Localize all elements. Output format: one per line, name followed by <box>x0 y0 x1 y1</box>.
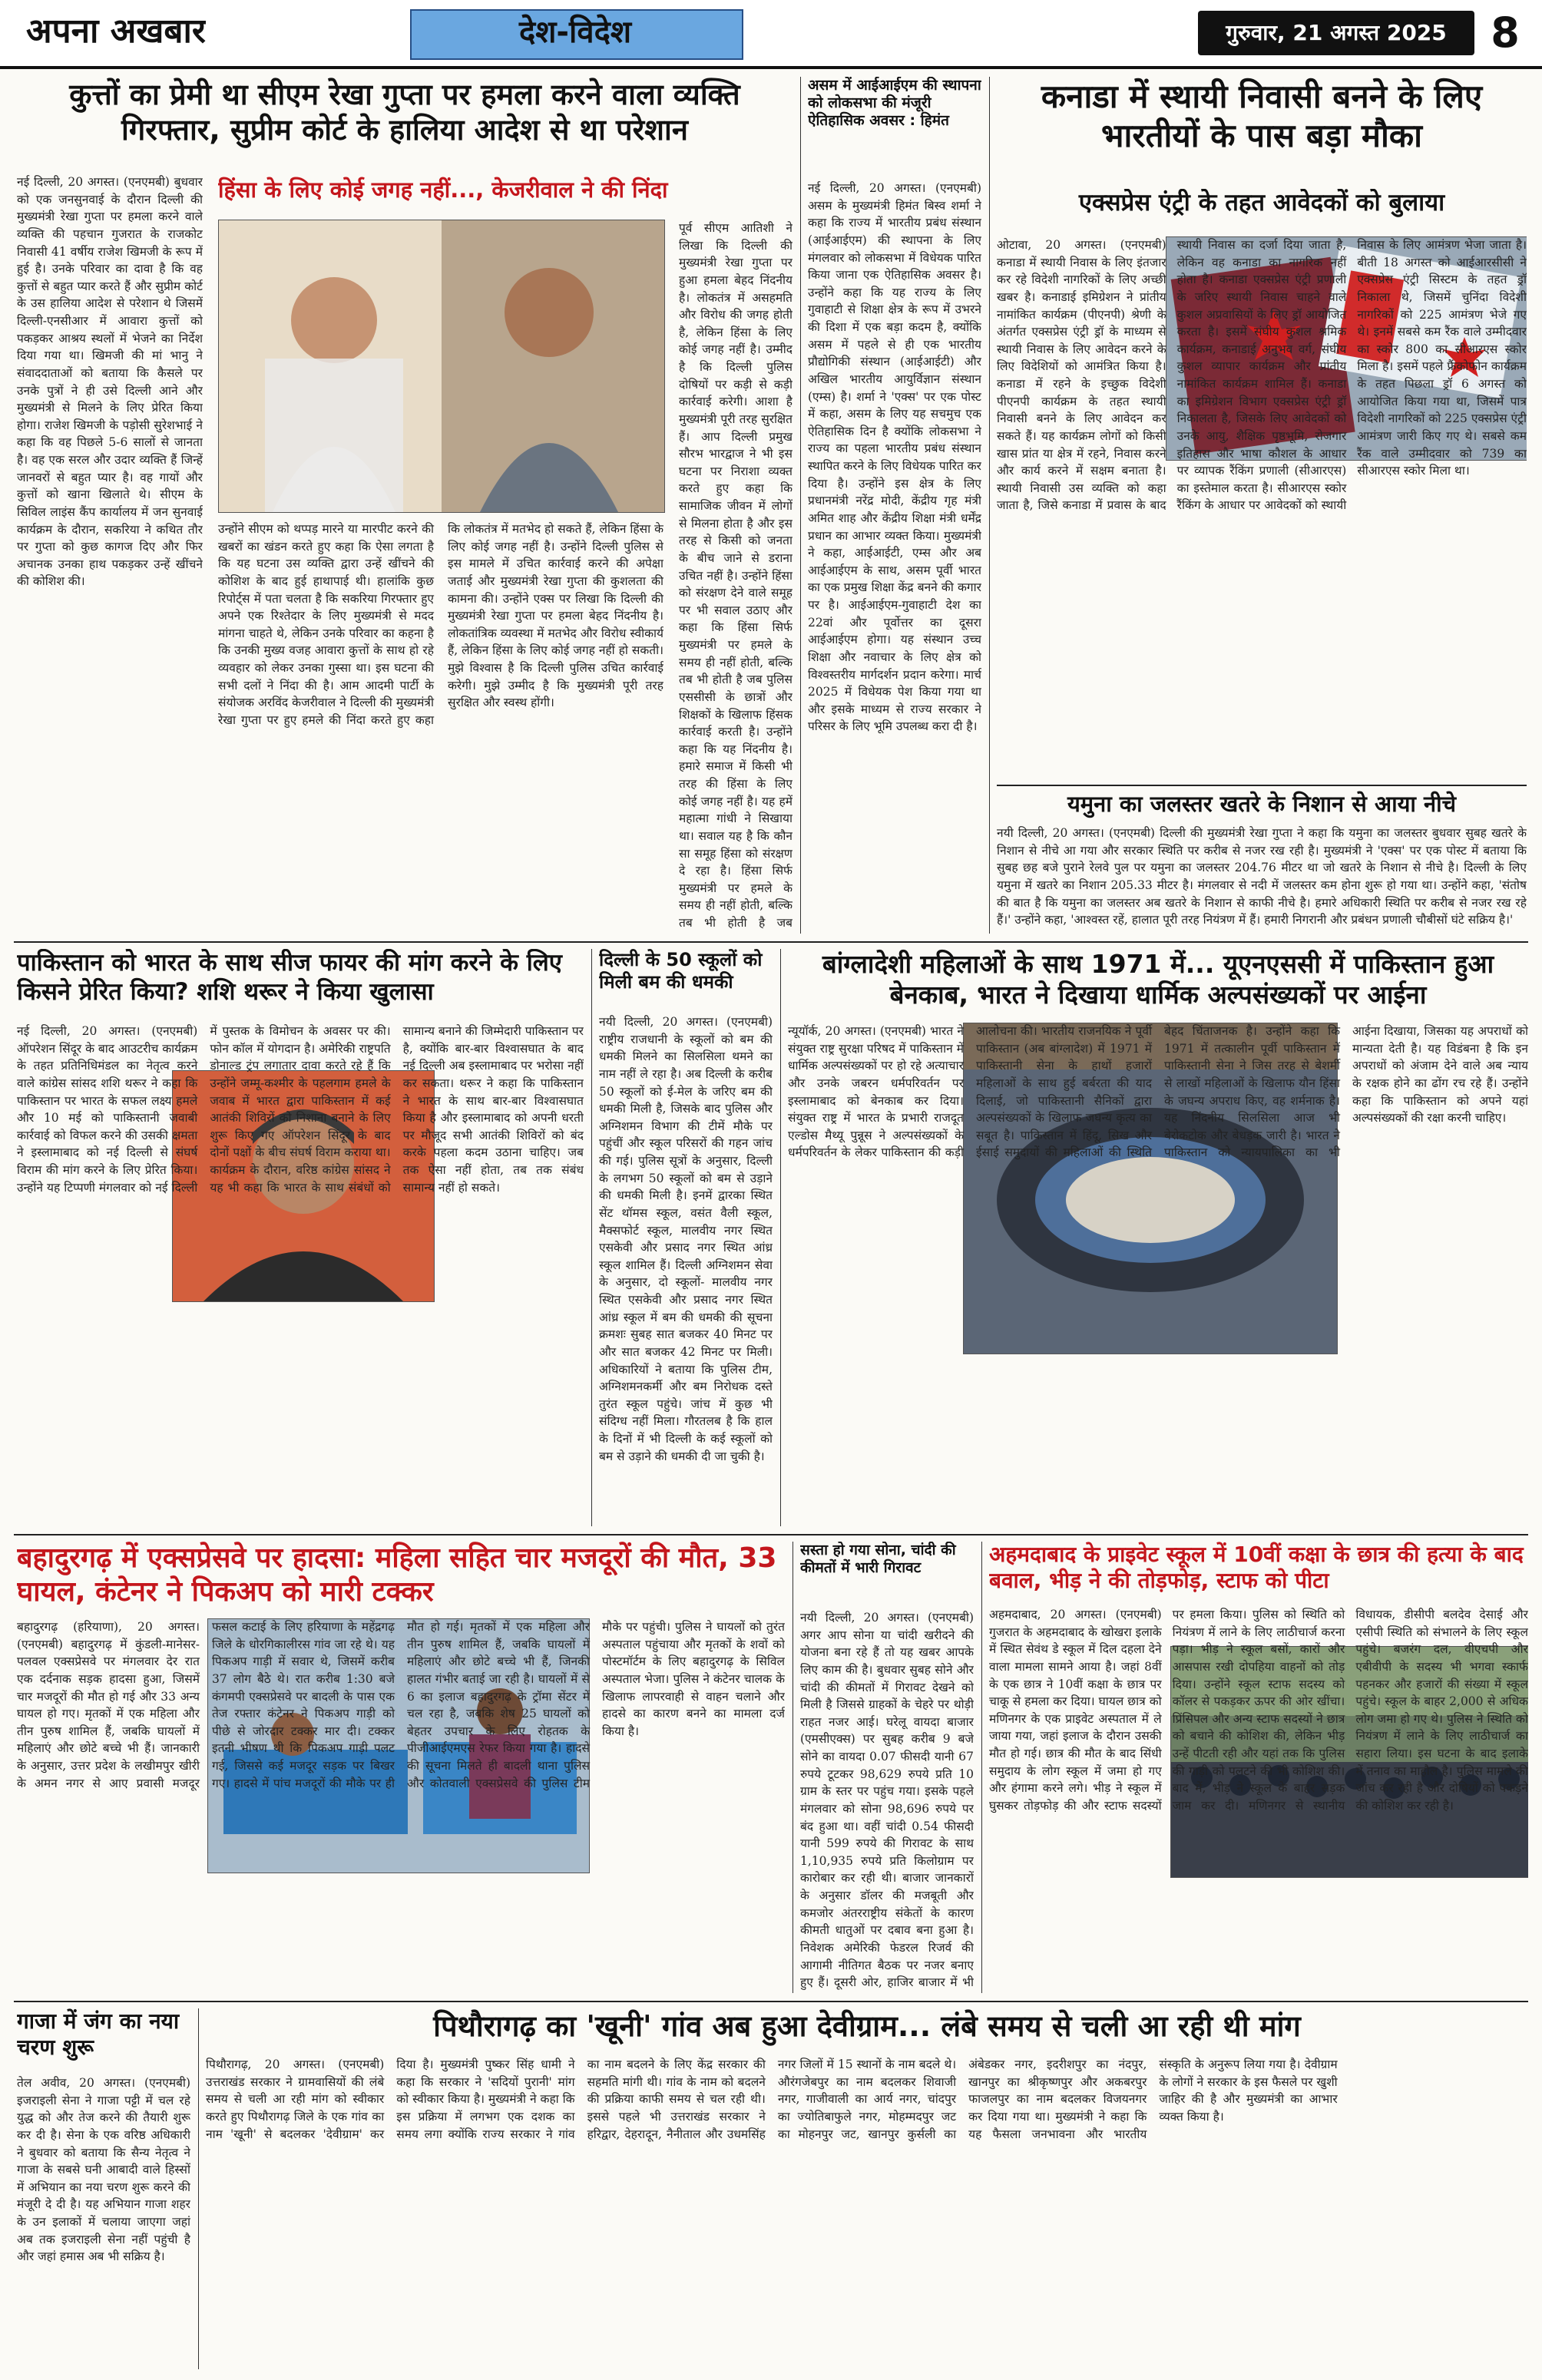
headline-delhi-schools: दिल्ली के 50 स्कूलों को मिली बम की धमकी <box>599 949 763 993</box>
section-rule <box>14 2001 1528 2002</box>
article-gold-price <box>800 1542 974 1993</box>
article-ahmedabad-school <box>989 1542 1528 1993</box>
section-rule <box>14 1534 1528 1535</box>
column-rule <box>591 949 592 1526</box>
headline-gaza: गाजा में जंग का नया चरण शुरू <box>17 2008 180 2061</box>
column-rule <box>981 1542 982 1993</box>
headline-gold-price: सस्ता हो गया सोना, चांदी की कीमतों में भारी गिरावट <box>800 1542 956 1577</box>
body-cm-attack-col1: नई दिल्ली, 20 अगस्त। (एनएमबी) बुधवार को एक जनसुनवाई के दौरान दिल्ली की मुख्यमंत्री रेखा गुप्ता पर हमला करने वाले व्यक्ति की पहचान गुजरात के राजकोट निवासी 41 वर्षीय राजेश खिमजी के रूप में हुई है। उनके परिवार का दावा है कि वह कुत्तों से बहुत प्यार करते हैं और सुप्रीम कोर्ट के उस हालिया आदेश से परेशान थे जिसमें दिल्ली-एनसीआर में आवारा कुत्तों को पकड़कर आश्रय स्थलों में भेजने का निर्देश दिया गया था। खिमजी की मां भानु ने संवाददाताओं को बताया कि कैसले पर उनके पुत्रों ने ही उसे दिल्ली आने और मुख्यमंत्री से मिलने के लिए प्रेरित किया होगा। राजेश खिमजी के पड़ोसी सुरेशभाई ने कहा कि वह पिछले 5-6 सालों से जानता है। वह एक सरल और उदार व्यक्ति हैं जिन्हें जानवरों से बहुत प्यार है। वह गायों और कुत्तों को खाना खिलाते थे। सीएम के सिविल लाइंस कैंप कार्यालय में जन सुनवाई कार्यक्रम के दौरान, सकरिया ने कथित तौर पर गुप्ता को कुछ कागज दिए और फिर अचानक उनका हाथ पकड़कर उन्हें खींचने की कोशिश की। <box>17 175 203 589</box>
issue-date: गुरुवार, 21 अगस्त 2025 <box>1226 20 1447 45</box>
article-pithoragarh <box>206 2008 1528 2369</box>
column-rule <box>780 949 781 1526</box>
column-rule <box>989 77 990 934</box>
headline-bahadurgarh: बहादुरगढ़ में एक्सप्रेसवे पर हादसा: महिला सहित चार मजदूरों की मौत, 33 घायल, कंटेनर ने पिकअप को मारी टक्कर <box>17 1542 777 1608</box>
article-gaza <box>17 2008 190 2369</box>
photo-cm-attacker-image <box>219 220 664 512</box>
headline-pithoragarh: पिथौरागढ़ का 'खूनी' गांव अब हुआ देवीग्राम... लंबे समय से चली आ रही थी मांग <box>433 2009 1301 2043</box>
body-yamuna: नयी दिल्ली, 20 अगस्त। (एनएमबी) दिल्ली की मुख्यमंत्री रेखा गुप्ता ने कहा कि यमुना का जलस्तर बुधवार सुबह खतरे के निशान से नीचे आ गया और सरकार स्थिति पर करीब से नजर रख रही है। मुख्यमंत्री ने 'एक्स' पर एक पोस्ट में बताया कि सुबह छह बजे पुराने रेलवे पुल पर यमुना का जलस्तर 204.76 मीटर था जो खतरे के निशान से नीचे है। दिल्ली के लिए यमुना में खतरे का निशान 205.33 मीटर है। मंगलवार से नदी में जलस्तर कम होना शुरू हो गया था। उन्होंने कहा, 'संतोष की बात है कि यमुना का जलस्तर अब खतरे के निशान से काफी नीचे है। हमारे अधिकारी स्थिति पर करीब से नजर रख रहे हैं।' उन्होंने कहा, 'आश्वस्त रहें, हालात पूरी तरह नियंत्रण में हैं। हमारी निगरानी और प्रबंधन प्रणाली चौबीसों घंटे सक्रिय है।' <box>997 826 1527 927</box>
body-cm-attack-col2: उन्होंने सीएम को थप्पड़ मारने या मारपीट करने की खबरों का खंडन करते हुए कहा कि ऐसा लगता है कि यह घटना उस व्यक्ति द्वारा उन्हें खींचने की कोशिश के बाद हुई हाथापाई थी। हालांकि कुछ रिपोर्ट्स में पता चलता है कि सकरिया गिरफ्तार हुए अपने एक रिश्तेदार के लिए मुख्यमंत्री से मदद मांगना चाहते थे, लेकिन उनके परिवार का कहना है कि उनकी मुख्य वजह आवारा कुत्तों के साथ हो रहे व्यवहार को लेकर उनका गुस्सा था। इस घटना की सभी दलों ने निंदा की है। आम आदमी पार्टी के संयोजक अरविंद केजरीवाल ने दिल्ली की मुख्यमंत्री रेखा गुप्ता पर हुए हमले की निंदा करते हुए कहा कि लोकतंत्र में मतभेद हो सकते हैं, लेकिन हिंसा के लिए कोई जगह नहीं है। उन्होंने दिल्ली पुलिस से इस मामले में उचित कार्रवाई करने की अपेक्षा जताई और मुख्यमंत्री रेखा गुप्ता की कुशलता की कामना की। उन्होंने एक्स पर लिखा कि दिल्ली की मुख्यमंत्री रेखा गुप्ता पर हमला बेहद निंदनीय है। लोकतांत्रिक व्यवस्था में मतभेद और विरोध स्वीकार्य हैं, लेकिन हिंसा के लिए कोई जगह नहीं हो सकती। मुझे विश्वास है कि दिल्ली पुलिस उचित कार्रवाई करेगी। मुझे उम्मीद है कि मुख्यमंत्री पूरी तरह सुरक्षित और स्वस्थ होंगी। <box>218 522 663 727</box>
headline-ahmedabad-school: अहमदाबाद के प्राइवेट स्कूल में 10वीं कक्षा के छात्र की हत्या के बाद बवाल, भीड़ ने की तोड़फोड़, स्टाफ को पीटा <box>989 1542 1524 1594</box>
headline-yamuna: यमुना का जलस्तर खतरे के निशान से आया नीचे <box>1067 791 1457 817</box>
headline-tharoor: पाकिस्तान को भारत के साथ सीज फायर की मांग करने के लिए किसने प्रेरित किया? शशि थरूर ने किया खुलासा <box>17 949 562 1006</box>
body-pithoragarh: पिथौरागढ़, 20 अगस्त। (एनएमबी) उत्तराखंड सरकार ने ग्रामवासियों की लंबे समय से चली आ रही मांग को स्वीकार करते हुए पिथौरागढ़ जिले के एक गांव का नाम 'खूनी' से बदलकर 'देवीग्राम' कर दिया है। मुख्यमंत्री पुष्कर सिंह धामी ने कहा कि सरकार ने 'सदियों पुरानी' मांग को स्वीकार किया है। मुख्यमंत्री ने कहा कि इस प्रक्रिया में लगभग एक दशक का समय लगा क्योंकि राज्य सरकार ने गांव का नाम बदलने के लिए केंद्र सरकार की सहमति मांगी थी। गांव के नाम को बदलने की प्रक्रिया काफी समय से चल रही थी। इससे पहले भी उत्तराखंड सरकार ने हरिद्वार, देहरादून, नैनीताल और उधमसिंह नगर जिलों में 15 स्थानों के नाम बदले थे। औरंगजेबपुर का नाम बदलकर शिवाजी नगर, गाजीवाली का आर्य नगर, चांदपुर का ज्योतिबाफुले नगर, मोहम्मदपुर जट का मोहनपुर जट, खानपुर कुर्सली का अंबेडकर नगर, इदरीशपुर का नंदपुर, खानपुर का श्रीकृष्णपुर और अकबरपुर फाजलपुर का नाम बदलकर विजयनगर कर दिया गया था। मुख्यमंत्री ने कहा कि यह फैसला जनभावना और भारतीय संस्कृति के अनुरूप लिया गया है। देवीग्राम के लोगों ने सरकार के इस फैसले पर खुशी जाहिर की है और मुख्यमंत्री का आभार व्यक्त किया है। <box>206 2058 1338 2141</box>
body-unsc-pakistan: न्यूयॉर्क, 20 अगस्त। (एनएमबी) भारत ने संयुक्त राष्ट्र सुरक्षा परिषद में पाकिस्तान में धार्मिक अल्पसंख्यकों पर हो रहे अत्याचार और उनके जबरन धर्मपरिवर्तन पर इस्लामाबाद को बेनकाब कर दिया। संयुक्त राष्ट्र में भारत के प्रभारी राजदूत एल्डोस मैथ्यू पुन्नूस ने अल्पसंख्यकों के धर्मपरिवर्तन के लेकर पाकिस्तान की कड़ी आलोचना की। भारतीय राजनयिक ने पूर्वी पाकिस्तान (अब बांग्लादेश) में 1971 में पाकिस्तानी सेना के हाथों हजारों महिलाओं के साथ हुई बर्बरता की याद दिलाई, जो पाकिस्तानी सैनिकों द्वारा अल्पसंख्यकों के खिलाफ जघन्य कृत्य का सबूत है। पाकिस्तान में हिंदू, सिख और ईसाई समुदायों की महिलाओं की स्थिति बेहद चिंताजनक है। उन्होंने कहा कि 1971 में तत्कालीन पूर्वी पाकिस्तान में पाकिस्तानी सेना ने जिस तरह से बेशर्मी से लाखों महिलाओं के खिलाफ यौन हिंसा के जघन्य अपराध किए, वह शर्मनाक है। यह निंदनीय सिलसिला आज भी बेरोकटोक और बेधड़क जारी है। भारत ने पाकिस्तान को न्यायपालिका का भी आईना दिखाया, जिसका यह अपराधों को मान्यता देती है। यह विडंबना है कि इन अपराधों को अंजाम देने वाले अब न्याय के रक्षक होने का ढोंग रच रहे हैं। उन्होंने कहा कि पाकिस्तान को अपने यहां अल्पसंख्यकों की रक्षा करनी चाहिए। <box>788 1024 1528 1160</box>
column-rule <box>800 77 801 934</box>
subhead-express-entry: एक्सप्रेस एंट्री के तहत आवेदकों को बुलाया <box>1078 189 1445 217</box>
section-rule <box>997 785 1527 786</box>
photo-cm-and-attacker <box>218 220 665 513</box>
brand-name: अपना अखबार <box>26 12 206 51</box>
article-iim-assam <box>808 77 981 934</box>
article-tharoor <box>17 949 584 1526</box>
subhead-kejriwal: हिंसा के लिए कोई जगह नहीं..., केजरीवाल ने की निंदा <box>218 177 668 203</box>
body-iim-assam: नई दिल्ली, 20 अगस्त। (एनएमबी) असम के मुख्यमंत्री हिमंत बिस्व शर्मा ने कहा कि राज्य में भारतीय प्रबंध संस्थान (आईआईएम) की स्थापना के लिए मंगलवार को लोकसभा में विधेयक पारित किया जाना एक ऐतिहासिक अवसर है। उन्होंने कहा कि यह राज्य के लिए गुवाहाटी से शिक्षा क्षेत्र के रूप में उभरने की दिशा में एक बड़ा कदम है, क्योंकि असम में पहले से ही एक भारतीय प्रौद्योगिकी संस्थान (आईआईटी) और अखिल भारतीय आयुर्विज्ञान संस्थान (एम्स) है। शर्मा ने 'एक्स' पर एक पोस्ट में कहा, असम के लिए यह सचमुच एक ऐतिहासिक दिन है क्योंकि लोकसभा ने राज्य का पहला भारतीय प्रबंध संस्थान स्थापित करने के लिए विधेयक पारित कर दिया है। उन्होंने इस क्षेत्र के लिए प्रधानमंत्री नरेंद्र मोदी, केंद्रीय गृह मंत्री अमित शाह और केंद्रीय शिक्षा मंत्री धर्मेंद्र प्रधान का आभार व्यक्त किया। मुख्यमंत्री ने कहा, आईआईटी, एम्स और अब आईआईएम के साथ, असम पूर्वी भारत का एक प्रमुख शिक्षा केंद्र बनने की कगार पर है। आईआईएम-गुवाहाटी देश का 22वां और पूर्वोत्तर का दूसरा आईआईएम होगा। यह संस्थान उच्च शिक्षा और नवाचार के लिए क्षेत्र को विश्वस्तरीय मार्गदर्शन प्रदान करेगा। मार्च 2025 में विधेयक पेश किया गया था और इसके माध्यम से राज्य सरकार ने परिसर के लिए भूमि उपलब्ध करा दी है। <box>808 181 981 734</box>
headline-unsc-pakistan: बांग्लादेशी महिलाओं के साथ 1971 में... यूएनएससी में पाकिस्तान हुआ बेनकाब, भारत ने दिखाया धार्मिक अल्पसंख्यकों पर आईना <box>822 949 1494 1010</box>
body-tharoor: नई दिल्ली, 20 अगस्त। (एनएमबी) ऑपरेशन सिंदूर के बाद आउटरीच कार्यक्रम के तहत प्रतिनिधिमंडल का नेतृत्व करने वाले कांग्रेस सांसद शशि थरूर ने कहा कि पाकिस्तान पर भारत के सफल लक्ष्य हमले और 10 मई को पाकिस्तानी जवाबी कार्रवाई को विफल करने की उसकी क्षमता ने इस्लामाबाद को नई दिल्ली से संघर्ष विराम की मांग करने के लिए प्रेरित किया। उन्होंने यह टिप्पणी मंगलवार को नई दिल्ली में पुस्तक के विमोचन के अवसर पर की। फोन कॉल में योगदान है। अमेरिकी राष्ट्रपति डोनाल्ड ट्रंप लगातार दावा करते रहे हैं कि उन्होंने जम्मू-कश्मीर के पहलगाम हमले के जवाब में भारत द्वारा पाकिस्तान में कई आतंकी शिविरों को निशाना बनाने के लिए शुरू किए गए ऑपरेशन सिंदूर के बाद दोनों पक्षों के बीच संघर्ष विराम कराया था। कार्यक्रम के दौरान, वरिष्ठ कांग्रेस सांसद ने यह भी कहा कि भारत के साथ संबंधों को सामान्य बनाने की जिम्मेदारी पाकिस्तान पर है, क्योंकि बार-बार विश्वासघात के बाद नई दिल्ली अब इस्लामाबाद पर भरोसा नहीं कर सकता। थरूर ने कहा कि पाकिस्तान ने भारत के साथ बार-बार विश्वासघात किया है और इस्लामाबाद को अपनी धरती पर मौजूद सभी आतंकी शिविरों को बंद करके पहला कदम उठाना चाहिए। जब तक ऐसा नहीं होता, तब तक संबंध सामान्य नहीं हो सकते। <box>17 1024 584 1195</box>
masthead <box>0 0 1542 69</box>
column-rule <box>198 2008 199 2369</box>
article-bahadurgarh <box>17 1542 785 1993</box>
body-gaza: तेल अवीव, 20 अगस्त। (एनएमबी) इजराइली सेना ने गाजा पट्टी में चल रहे युद्ध को और तेज करने की तैयारी शुरू कर दी है। सेना के एक वरिष्ठ अधिकारी ने बुधवार को बताया कि सैन्य नेतृत्व ने गाजा के सबसे घनी आबादी वाले हिस्सों में अभियान का नया चरण शुरू करने की मंजूरी दे दी है। यह अभियान गाजा शहर के उन इलाकों में चलाया जाएगा जहां अब तक इजराइली सेना नहीं पहुंची है और जहां हमास अब भी सक्रिय है। <box>17 2076 190 2264</box>
article-unsc-pakistan <box>788 949 1528 1526</box>
body-gold-price: नयी दिल्ली, 20 अगस्त। (एनएमबी) अगर आप सोना या चांदी खरीदने की योजना बना रहे हैं तो यह खबर आपके लिए काम की है। बुधवार सुबह सोने और चांदी की कीमतों में गिरावट देखने को मिली है जिससे ग्राहकों के चेहरे पर थोड़ी राहत नजर आई। घरेलू वायदा बाजार (एमसीएक्स) पर सुबह करीब 9 बजे सोने का वायदा 0.07 फीसदी यानी 67 रुपये टूटकर 98,629 रुपये प्रति 10 ग्राम के स्तर पर पहुंच गया। इसके पहले मंगलवार को सोना 98,696 रुपये पर बंद हुआ था। वहीं चांदी 0.54 फीसदी यानी 599 रुपये की गिरावट के साथ 1,10,935 रुपये प्रति किलोग्राम पर कारोबार कर रही थी। बाजार जानकारों के अनुसार डॉलर की मजबूती और कमजोर अंतरराष्ट्रीय संकेतों के कारण कीमती धातुओं पर दबाव बना हुआ है। निवेशक अमेरिकी फेडरल रिजर्व की आगामी नीतिगत बैठक पर नजर बनाए हुए हैं। दूसरी ओर, हाजिर बाजार में भी <box>800 1611 974 1990</box>
body-cm-attack-col3: पूर्व सीएम आतिशी ने लिखा कि दिल्ली की मुख्यमंत्री रेखा गुप्ता पर हुआ हमला बेहद निंदनीय है। लोकतंत्र में असहमति और विरोध की जगह होती है, लेकिन हिंसा के लिए कोई जगह नहीं है। उम्मीद है कि दिल्ली पुलिस दोषियों पर कड़ी से कड़ी कार्रवाई करेगी। आशा है मुख्यमंत्री पूरी तरह सुरक्षित हैं। आप दिल्ली प्रमुख सौरभ भारद्वाज ने भी इस घटना पर निराशा व्यक्त करते हुए कहा कि सामाजिक जीवन में लोगों से मिलना होता है और इस तरह से किसी को जनता के बीच जाने से डराना उचित नहीं है। उन्होंने हिंसा को संरक्षण देने वाले समूह पर भी सवाल उठाए और कहा कि हिंसा सिर्फ मुख्यमंत्री पर हमले के समय ही नहीं होती, बल्कि तब भी होती है जब पुलिस एससीसी के छात्रों और शिक्षकों के खिलाफ हिंसक कार्रवाई करती है। उन्होंने कहा कि यह निंदनीय है। हमारे समाज में किसी भी तरह की हिंसा के लिए कोई जगह नहीं है। यह हमें महात्मा गांधी ने सिखाया था। सवाल यह है कि कौन सा समूह हिंसा को संरक्षण दे रहा है। हिंसा सिर्फ मुख्यमंत्री पर हमले के समय ही नहीं होती, बल्कि तब भी होती है जब <box>679 221 793 930</box>
article-canada-pr <box>997 77 1527 783</box>
article-delhi-schools <box>599 949 773 1526</box>
body-ahmedabad-school: अहमदाबाद, 20 अगस्त। (एनएमबी) गुजरात के अहमदाबाद के खोखरा इलाके में स्थित सेवंथ डे स्कूल में दिल दहला देने वाला मामला सामने आया है। जहां 8वीं के एक छात्र ने 10वीं कक्षा के छात्र पर चाकू से हमला कर दिया। घायल छात्र को मणिनगर के एक प्राइवेट अस्पताल में ले जाया गया, जहां इलाज के दौरान उसकी मौत हो गई। छात्र की मौत के बाद सिंधी समुदाय के लोग स्कूल में जमा हो गए और हंगामा करने लगे। भीड़ ने स्कूल में घुसकर तोड़फोड़ की और स्टाफ सदस्यों पर हमला किया। पुलिस को स्थिति को नियंत्रण में लाने के लिए लाठीचार्ज करना पड़ा। भीड़ ने स्कूल बसों, कारों और आसपास रखी दोपहिया वाहनों को तोड़ दिया। उन्होंने स्कूल स्टाफ सदस्य को कॉलर से पकड़कर ऊपर की ओर खींचा। प्रिंसिपल और अन्य स्टाफ सदस्यों ने छात्र को बचाने की कोशिश की, लेकिन भीड़ उन्हें पीटती रही और यहां तक कि पुलिस की गाड़ी को पलटने की भी कोशिश की। बाद में, भीड़ ने स्कूल के बाहर सड़क जाम कर दी। मणिनगर से स्थानीय विधायक, डीसीपी बलदेव देसाई और एसीपी स्थिति को संभालने के लिए स्कूल पहुंचे। बजरंग दल, वीएचपी और एबीवीपी के सदस्य भी भगवा स्कार्फ पहनकर और हजारों की संख्या में स्कूल पहुंचे। स्कूल के बाहर 2,000 से अधिक लोग जमा हो गए थे। पुलिस ने स्थिति को नियंत्रण में लाने के लिए लाठीचार्ज का सहारा लिया। इस घटना के बाद इलाके में तनाव का माहौल है। पुलिस मामले की जांच कर रही है और दोषियों को पकड़ने की कोशिश कर रही है। <box>989 1608 1528 1813</box>
body-canada-pr: ओटावा, 20 अगस्त। (एनएमबी) कनाडा में स्थायी निवास के लिए इंतजार कर रहे विदेशी नागरिकों के लिए अच्छी खबर है। कनाडाई इमिग्रेशन ने प्रांतीय नामांकित कार्यक्रम (पीएनपी) श्रेणी के अंतर्गत एक्सप्रेस एंट्री ड्रॉ के माध्यम से स्थायी निवास के लिए आवेदन करने के लिए विदेशियों को आमंत्रित किया है। कनाडा में रहने के इच्छुक विदेशी पीएनपी कार्यक्रम के तहत स्थायी निवासी बनने के लिए आवेदन कर सकते हैं। यह कार्यक्रम लोगों को किसी खास प्रांत या क्षेत्र में रहने, निवास करने और कार्य करने में सक्षम बनाता है। स्थायी निवासी उस व्यक्ति को कहा जाता है, जिसे कनाडा में प्रवास के बाद स्थायी निवास का दर्जा दिया जाता है, लेकिन वह कनाडा का नागरिक नहीं होता है। कनाडा एक्सप्रेस एंट्री प्रणाली के जरिए स्थायी निवास चाहने वाले कुशल अप्रवासियों के लिए ड्रॉ आयोजित करता है। इसमें संघीय कुशल श्रमिक कार्यक्रम, कनाडाई अनुभव वर्ग, संघीय कुशल व्यापार कार्यक्रम और प्रांतीय नामांकित कार्यक्रम शामिल हैं। कनाडा का इमिग्रेशन विभाग एक्सप्रेस एंट्री ड्रॉ निकालता है, जिसके लिए आवेदकों को उनके आयु, शैक्षिक पृष्ठभूमि, रोजगार इतिहास और भाषा कौशल के आधार पर व्यापक रैंकिंग प्रणाली (सीआरएस) का इस्तेमाल करता है। सीआरएस स्कोर रैंकिंग के आधार पर आवेदकों को स्थायी निवास के लिए आमंत्रण भेजा जाता है। बीती 18 अगस्त को आईआरसीसी ने एक्सप्रेस एंट्री सिस्टम के तहत ड्रॉ निकाला थे, जिसमें चुनिंदा विदेशी नागरिकों को 225 आमंत्रण भेजे गए थे। इनमें सबसे कम रैंक वाले उम्मीदवार का स्कोर 800 का सीआरएस स्कोर मिला है। इसमें पहले फ्रैंकोफोन कार्यक्रम के तहत पिछला ड्रॉ 6 अगस्त को आयोजित किया गया था, जिसमें पात्र विदेशी नागरिकों को 225 एक्सप्रेस एंट्री आमंत्रण जारी किए गए थे। सबसे कम रैंक वाले उम्मीदवार को 739 का सीआरएस स्कोर मिला था। <box>997 238 1527 513</box>
headline-cm-attack: कुत्तों का प्रेमी था सीएम रेखा गुप्ता पर हमला करने वाला व्यक्ति गिरफ्तार, सुप्रीम कोर्ट के हालिया आदेश से था परेशान <box>69 78 740 147</box>
page-number: 8 <box>1491 8 1520 57</box>
section-rule <box>14 941 1528 943</box>
section-title: देश-विदेश <box>518 15 632 50</box>
headline-iim-assam: असम में आईआईएम की स्थापना को लोकसभा की मंजूरी ऐतिहासिक अवसर : हिमंत <box>808 77 981 130</box>
headline-canada-pr: कनाडा में स्थायी निवासी बनने के लिए भारतीयों के पास बड़ा मौका <box>1041 78 1483 155</box>
article-yamuna <box>997 791 1527 934</box>
body-delhi-schools: नयी दिल्ली, 20 अगस्त। (एनएमबी) राष्ट्रीय राजधानी के स्कूलों को बम की धमकी मिलने का सिलसिला थमने का नाम नहीं ले रहा है। अब दिल्ली के करीब 50 स्कूलों को ई-मेल के जरिए बम की धमकी मिली है, जिसके बाद पुलिस और अग्निशमन विभाग की टीमें मौके पर पहुंचीं और स्कूल परिसरों की गहन जांच की गई। पुलिस सूत्रों के अनुसार, दिल्ली के लगभग 50 स्कूलों को बम से उड़ाने की धमकी मिली है। इनमें द्वारका स्थित सेंट थॉमस स्कूल, वसंत वैली स्कूल, मैक्सफोर्ट स्कूल, मालवीय नगर स्थित एसकेवी और प्रसाद नगर स्थित आंध्र स्कूल शामिल हैं। दिल्ली अग्निशमन सेवा के अनुसार, दो स्कूलों- मालवीय नगर स्थित एसकेवी और प्रसाद नगर स्थित आंध्र स्कूल में बम की धमकी की सूचना क्रमशः सुबह सात बजकर 40 मिनट पर और सात बजकर 42 मिनट पर मिली। अधिकारियों ने बताया कि पुलिस टीम, अग्निशमनकर्मी और बम निरोधक दस्ते तुरंत स्कूल पहुंचे। जांच में कुछ भी संदिग्ध नहीं मिला। गौरतलब है कि हाल के दिनों में भी दिल्ली के कई स्कूलों को बम से उड़ाने की धमकी दी जा चुकी है। <box>599 1015 773 1463</box>
article-cm-attack <box>17 77 793 934</box>
body-bahadurgarh: बहादुरगढ़ (हरियाणा), 20 अगस्त। (एनएमबी) बहादुरगढ़ में कुंडली-मानेसर-पलवल एक्सप्रेसवे पर मंगलवार देर रात एक दर्दनाक सड़क हादसा हुआ, जिसमें चार मजदूरों की मौत हो गई और 33 अन्य घायल हो गए। मृतकों में एक महिला और तीन पुरुष शामिल हैं, जबकि घायलों में महिलाएं और छोटे बच्चे भी हैं। जानकारी के अनुसार, उत्तर प्रदेश के लखीमपुर खीरी के अमन नगर से आए प्रवासी मजदूर फसल कटाई के लिए हरियाणा के महेंद्रगढ़ जिले के धोरगिकालीरस गांव जा रहे थे। यह पिकअप गाड़ी में सवार थे, जिसमें करीब 37 लोग बैठे थे। रात करीब 1:30 बजे कंगमपी एक्सप्रेसवे पर बादली के पास एक तेज रफ्तार कंटेनर ने पिकअप गाड़ी को पीछे से जोरदार टक्कर मार दी। टक्कर इतनी भीषण थी कि पिकअप गाड़ी पलट गई, जिससे कई मजदूर सड़क पर बिखर गए। हादसे में पांच मजदूरों की मौके पर ही मौत हो गई। मृतकों में एक महिला और तीन पुरुष शामिल हैं, जबकि घायलों में महिलाएं और छोटे बच्चे भी हैं, जिनकी हालत गंभीर बताई जा रही है। घायलों में से 6 का इलाज बहादुरगढ़ के ट्रॉमा सेंटर में चल रहा है, जबकि शेष 25 घायलों को बेहतर उपचार के लिए रोहतक के पीजीआईएमएस रेफर किया गया है। हादसे की सूचना मिलते ही बादली थाना पुलिस और कोतवाली एक्सप्रेसवे की पुलिस टीम मौके पर पहुंची। पुलिस ने घायलों को तुरंत अस्पताल पहुंचाया और मृतकों के शवों को पोस्टमॉर्टम के लिए बहादुरगढ़ के सिविल अस्पताल भेजा। पुलिस ने कंटेनर चालक के खिलाफ लापरवाही से वाहन चलाने और हादसे का कारण बनने का मामला दर्ज किया है। <box>17 1620 785 1790</box>
